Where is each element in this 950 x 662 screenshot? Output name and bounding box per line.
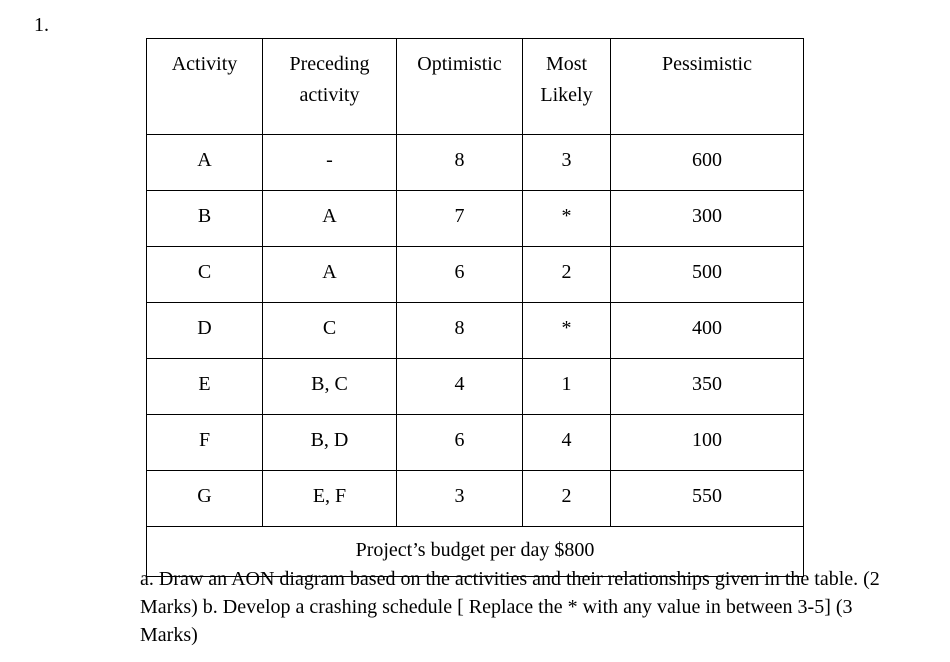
cell-activity: A <box>147 135 263 191</box>
cell-preceding: A <box>263 191 397 247</box>
table-row <box>147 191 804 247</box>
cell-preceding: E, F <box>263 471 397 527</box>
cell-activity: G <box>147 471 263 527</box>
cell-pessimistic: 600 <box>611 135 804 191</box>
cell-pessimistic: 300 <box>611 191 804 247</box>
cell-optimistic: 3 <box>397 471 523 527</box>
header-preceding-activity: Preceding activity <box>263 39 397 135</box>
instructions-text: a. Draw an AON diagram based on the activities and their relationships given in the table. (2 Marks) b. Develop a crashing schedule [ Replace the * with any value in between 3-5] (3 Marks) <box>140 568 880 646</box>
cell-pessimistic: 400 <box>611 303 804 359</box>
table-row <box>147 303 804 359</box>
table-row <box>147 359 804 415</box>
cell-preceding: C <box>263 303 397 359</box>
cell-most-likely: 1 <box>523 359 611 415</box>
cell-most-likely: 2 <box>523 247 611 303</box>
header-activity: Activity <box>147 39 263 135</box>
cell-preceding: A <box>263 247 397 303</box>
cell-optimistic: 6 <box>397 415 523 471</box>
cell-most-likely: * <box>523 191 611 247</box>
cell-pessimistic: 500 <box>611 247 804 303</box>
cell-preceding: B, D <box>263 415 397 471</box>
cell-optimistic: 7 <box>397 191 523 247</box>
cell-optimistic: 8 <box>397 303 523 359</box>
table-row <box>147 415 804 471</box>
cell-optimistic: 8 <box>397 135 523 191</box>
cell-pessimistic: 550 <box>611 471 804 527</box>
cell-most-likely: * <box>523 303 611 359</box>
question-number: 1. <box>34 14 49 36</box>
activity-table <box>146 38 804 577</box>
header-most-likely: Most Likely <box>523 39 611 135</box>
table-header-row <box>147 39 804 135</box>
cell-activity: B <box>147 191 263 247</box>
cell-activity: F <box>147 415 263 471</box>
cell-preceding: - <box>263 135 397 191</box>
table-row <box>147 471 804 527</box>
cell-optimistic: 4 <box>397 359 523 415</box>
cell-most-likely: 3 <box>523 135 611 191</box>
cell-optimistic: 6 <box>397 247 523 303</box>
cell-activity: D <box>147 303 263 359</box>
table-row <box>147 135 804 191</box>
cell-most-likely: 2 <box>523 471 611 527</box>
budget-cell: Project’s budget per day $800 <box>147 527 804 577</box>
cell-preceding: B, C <box>263 359 397 415</box>
cell-most-likely: 4 <box>523 415 611 471</box>
header-pessimistic: Pessimistic <box>611 39 804 135</box>
header-optimistic: Optimistic <box>397 39 523 135</box>
table-row <box>147 247 804 303</box>
cell-activity: E <box>147 359 263 415</box>
cell-activity: C <box>147 247 263 303</box>
cell-pessimistic: 350 <box>611 359 804 415</box>
cell-pessimistic: 100 <box>611 415 804 471</box>
